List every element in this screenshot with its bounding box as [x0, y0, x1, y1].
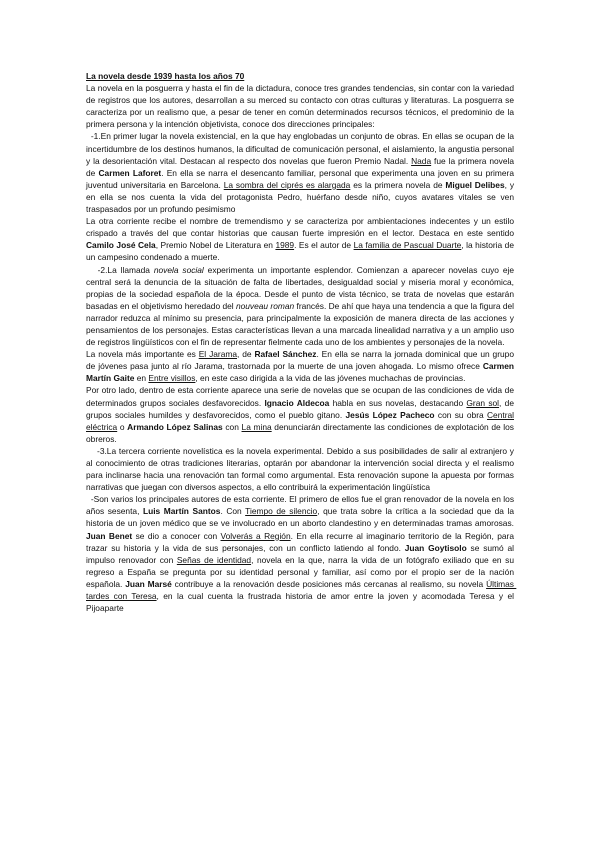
italic-term: nouveau roman: [235, 300, 295, 311]
paragraph-intro: [86, 82, 517, 130]
text-run: en: [134, 373, 149, 384]
text-run: , que trata sobre la crítica a la sociedad que da la historia de un joven médico que se ve involucrado en un aborto clandestino y en determinadas tramas amorosas.: [86, 506, 517, 529]
underlined-title: Volverás a Región: [220, 530, 291, 541]
text-run: francés. De ahí que haya una tendencia a que la figura del narrador reduzca al mínimo su presencia, para principalmente la exposición de manera directa de las acciones y pensamientos de los personajes. Estas características llevan a una marcada linealidad narrativa y a un amplio uso de registros lingüísticos con el fin de representar fielmente cada uno de los ambientes y personajes de la novela.: [86, 300, 517, 348]
bold-name: Armando López Salinas: [127, 421, 223, 432]
paragraph-item: [86, 264, 517, 349]
text-run: contribuye a la renovación desde posiciones más cercanas al realismo, su novela: [171, 578, 487, 589]
paragraph-body: [86, 215, 514, 263]
underlined-title: Gran sol: [466, 397, 500, 408]
bold-name: Carmen Laforet: [98, 167, 162, 178]
bold-name: Juan Marsé: [125, 578, 172, 589]
text-run: , de grupos sociales humildes y desfavorecidos, como el pueblo gitano.: [86, 397, 514, 420]
document-title: La novela desde 1939 hasta los años 70: [86, 71, 245, 81]
text-run: habla en sus novelas, destacando: [329, 397, 467, 408]
bold-name: Miguel Delibes: [445, 179, 505, 190]
paragraph-body: [86, 384, 514, 444]
text-run: , Premio Nobel de Literatura en: [155, 240, 276, 251]
text-run: . En ella se narra la jornada dominical que un grupo de jóvenes pasa junto al río Jarama, trastornada por la muerte de una joven ahogada. Lo mismo ofrece: [86, 349, 514, 372]
text-run: -2.La llamada: [86, 264, 154, 275]
bold-name: Jesús López Pacheco: [345, 409, 435, 420]
paragraph-item: [86, 130, 517, 215]
underlined-title: 1989: [275, 240, 295, 251]
bold-name: Carmen Martín Gaite: [86, 361, 514, 384]
bold-name: Luis Martín Santos: [143, 506, 221, 517]
text-run: . En ella recurre al imaginario territorio de la Región, para trazar su historia y la vida de sus personajes, con un conflicto latiendo al fondo.: [86, 530, 517, 553]
text-run: es la primera novela de: [350, 179, 446, 190]
underlined-title: La sombra del ciprés es alargada: [223, 179, 351, 190]
text-run: -1.En primer lugar la novela existencial, en la que hay englobadas un conjunto de obras. En ellas se ocupan de la incertidumbre de los destinos humanos, la dificultad de comunicación personal, el aislamiento, la angustia personal y la desorientación vital. Destacan al respecto dos novelas que fueron Premio Nadal.: [86, 131, 517, 166]
text-run: La novela más importante es: [86, 349, 199, 360]
text-run: , y en ella se nos cuenta la vida del protagonista Pedro, huérfano desde niño, cuyos avatares vitales se ven traspasados por un profundo pesimismo: [86, 179, 517, 215]
text-run: o: [117, 421, 128, 432]
paragraph-body: [86, 348, 514, 384]
bold-name: Ignacio Aldecoa: [264, 397, 330, 408]
text-run: . Es el autor de: [294, 240, 354, 251]
text-run: , novela en la que, narra la vida de un fotógrafo exiliado que en su regreso a España se pregunta por su identidad personal y familiar, así como por el propio ser de la nación española.: [86, 554, 517, 589]
underlined-title: Tiempo de silencio: [245, 506, 318, 517]
text-run: denunciarán directamente las condiciones de explotación de los obreros.: [86, 421, 514, 444]
bold-name: Camilo José Cela: [86, 240, 156, 251]
underlined-title: Central eléctrica: [86, 409, 514, 432]
text-run: La otra corriente recibe el nombre de tremendismo y se caracteriza por ambientaciones indecentes y un estilo crispado a través del que contar historias que causan fuerte impresión en el lector. Destaca en este sentido: [86, 216, 514, 239]
paragraph-item: [86, 445, 517, 493]
underlined-title: Últimas tardes con Teresa: [86, 578, 517, 602]
text-run: se dio a conocer con: [132, 530, 221, 541]
text-run: con: [222, 421, 242, 432]
bold-name: Juan Goytisolo: [404, 542, 467, 553]
text-run: , en la cual cuenta la frustrada historia de amor entre la joven y acomodada Teresa y el Pijoaparte: [86, 591, 517, 614]
text-run: -Son varios los principales autores de esta corriente. El primero de ellos fue el gran renovador de la novela en los años sesenta,: [86, 494, 517, 517]
underlined-title: Señas de identidad: [176, 554, 252, 565]
underlined-title: La mina: [241, 421, 272, 432]
bold-name: Juan Benet: [86, 530, 133, 541]
document-body: [86, 82, 517, 614]
text-run: -3.La tercera corriente novelística es la novela experimental. Debido a sus posibilidades de salir al extranjero y al conocimiento de otras tradiciones literarias, optarán por abandonar la intervención social directa y el realismo para inclinarse hacia una renovación tan formal como argumental. Esta renovación supone la apuesta por formas narrativas que juegan con diversos aspectos, a ello contribuirá la experimentación lingüística: [86, 445, 517, 493]
underlined-title: Entre visillos: [148, 373, 196, 384]
text-run: , la historia de un campesino condenado a muerte.: [86, 240, 514, 263]
italic-term: novela social: [153, 264, 204, 275]
text-run: , de: [237, 349, 255, 360]
text-run: La novela en la posguerra y hasta el fin de la dictadura, conoce tres grandes tendencias, sin contar con la variedad de registros que los autores, desarrollan a su merced su contacto con otras culturas y literaturas. La posguerra se caracteriza por un realismo que, a pesar de tener en común determinados recursos técnicos, el predominio de la primera persona y la intención objetivista, conoce dos direcciones principales:: [86, 83, 517, 130]
underlined-title: El Jarama: [198, 349, 237, 360]
text-run: fue la primera novela de: [86, 155, 517, 178]
text-run: , en este caso dirigida a la vida de las jóvenes muchachas de provincias.: [195, 373, 466, 384]
bold-name: Rafael Sánchez: [254, 349, 317, 360]
text-run: se sumó al impulso renovador con: [86, 542, 517, 565]
text-run: Por otro lado, dentro de esta corriente aparece una serie de novelas que se ocupan de las condiciones de vida de determinados grupos sociales desfavorecidos.: [86, 385, 514, 408]
underlined-title: Nada: [411, 155, 432, 166]
text-run: experimenta un importante esplendor. Comienzan a aparecer novelas cuyo eje central será la denuncia de la situación de falta de libertades, desigualdad social y miseria moral y económica, propias de la sociedad española de la época. Desde el punto de vista técnico, se trata de novelas que estarán basadas en el objetivismo heredado del: [86, 264, 517, 311]
underlined-title: La familia de Pascual Duarte: [353, 240, 462, 251]
text-run: . Con: [220, 506, 246, 517]
text-run: . En ella se narra el desencanto familiar, personal que experimenta una joven en su primera juventud universitaria en Barcelona.: [86, 167, 517, 190]
document-page: [86, 70, 517, 614]
text-run: con su obra: [434, 409, 487, 420]
paragraph-item: [86, 493, 517, 614]
